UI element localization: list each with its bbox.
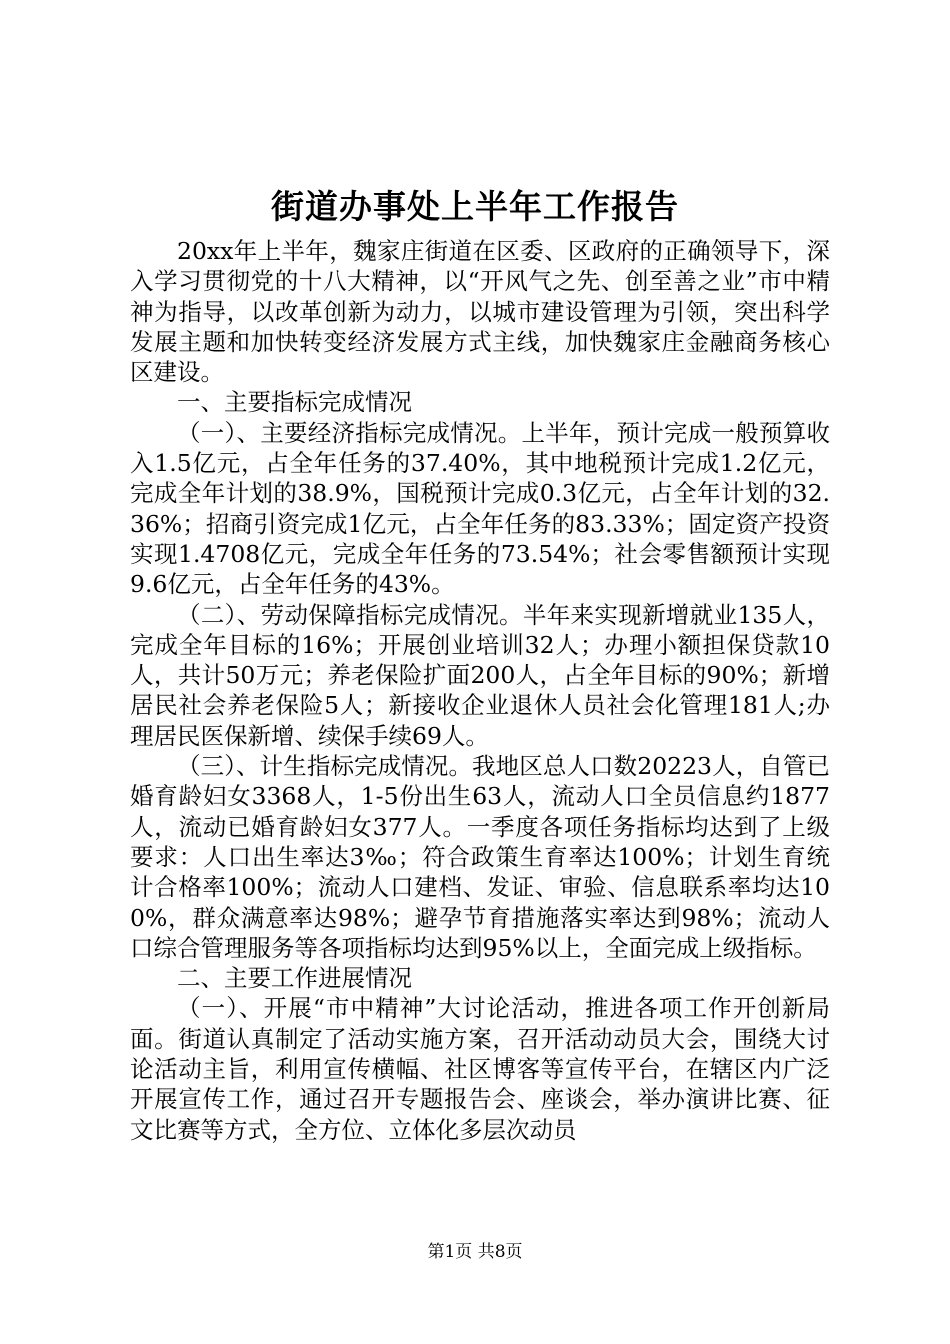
section-heading-2: 二、主要工作进展情况	[177, 964, 412, 993]
paragraph-economic-indicators: （一）、主要经济指标完成情况。上半年，预计完成一般预算收入1.5亿元，占全年任务的37.40%，其中地税预计完成1.2亿元，完成全年计划的38.9%，国税预计完成0.3亿元，占全年计划的32.36%；招商引资完成1亿元，占全年任务的83.33%；固定资产投资实现1.4708亿元，完成全年任务的73.54%；社会零售额预计实现9.6亿元，占全年任务的43%。	[130, 418, 830, 599]
paragraph-family-planning: （三）、计生指标完成情况。我地区总人口数20223人，自管已婚育龄妇女3368人，1-5份出生63人，流动人口全员信息约1877人，流动已婚育龄妇女377人。一季度各项任务指标均达到了上级要求：人口出生率达3‰；符合政策生育率达100%；计划生育统计合格率100%；流动人口建档、发证、审验、信息联系率均达100%，群众满意率达98%；避孕节育措施落实率达到98%；流动人口综合管理服务等各项指标均达到95%以上，全面完成上级指标。	[130, 752, 830, 962]
page-footer: 第1页 共8页	[427, 1242, 523, 1262]
document-title: 街道办事处上半年工作报告	[271, 187, 679, 226]
document-body	[130, 236, 830, 1145]
paragraph-labor-indicators: （二）、劳动保障指标完成情况。半年来实现新增就业135人，完成全年目标的16%；开展创业培训32人；办理小额担保贷款10人，共计50万元；养老保险扩面200人，占全年目标的90%；新增居民社会养老保险5人；新接收企业退休人员社会化管理181人;办理居民医保新增、续保手续69人。	[130, 600, 830, 750]
section-heading-1: 一、主要指标完成情况	[177, 388, 412, 417]
paragraph-discussion-activity: （一）、开展“市中精神”大讨论活动，推进各项工作开创新局面。街道认真制定了活动实施方案，召开活动动员大会，围绕大讨论活动主旨，利用宣传横幅、社区博客等宣传平台，在辖区内广泛开展宣传工作，通过召开专题报告会、座谈会，举办演讲比赛、征文比赛等方式，全方位、立体化多层次动员	[130, 994, 830, 1144]
paragraph-intro: 20xx年上半年，魏家庄街道在区委、区政府的正确领导下，深入学习贯彻党的十八大精神，以“开风气之先、创至善之业”市中精神为指导，以改革创新为动力，以城市建设管理为引领，突出科学发展主题和加快转变经济发展方式主线，加快魏家庄金融商务核心区建设。	[130, 237, 830, 387]
